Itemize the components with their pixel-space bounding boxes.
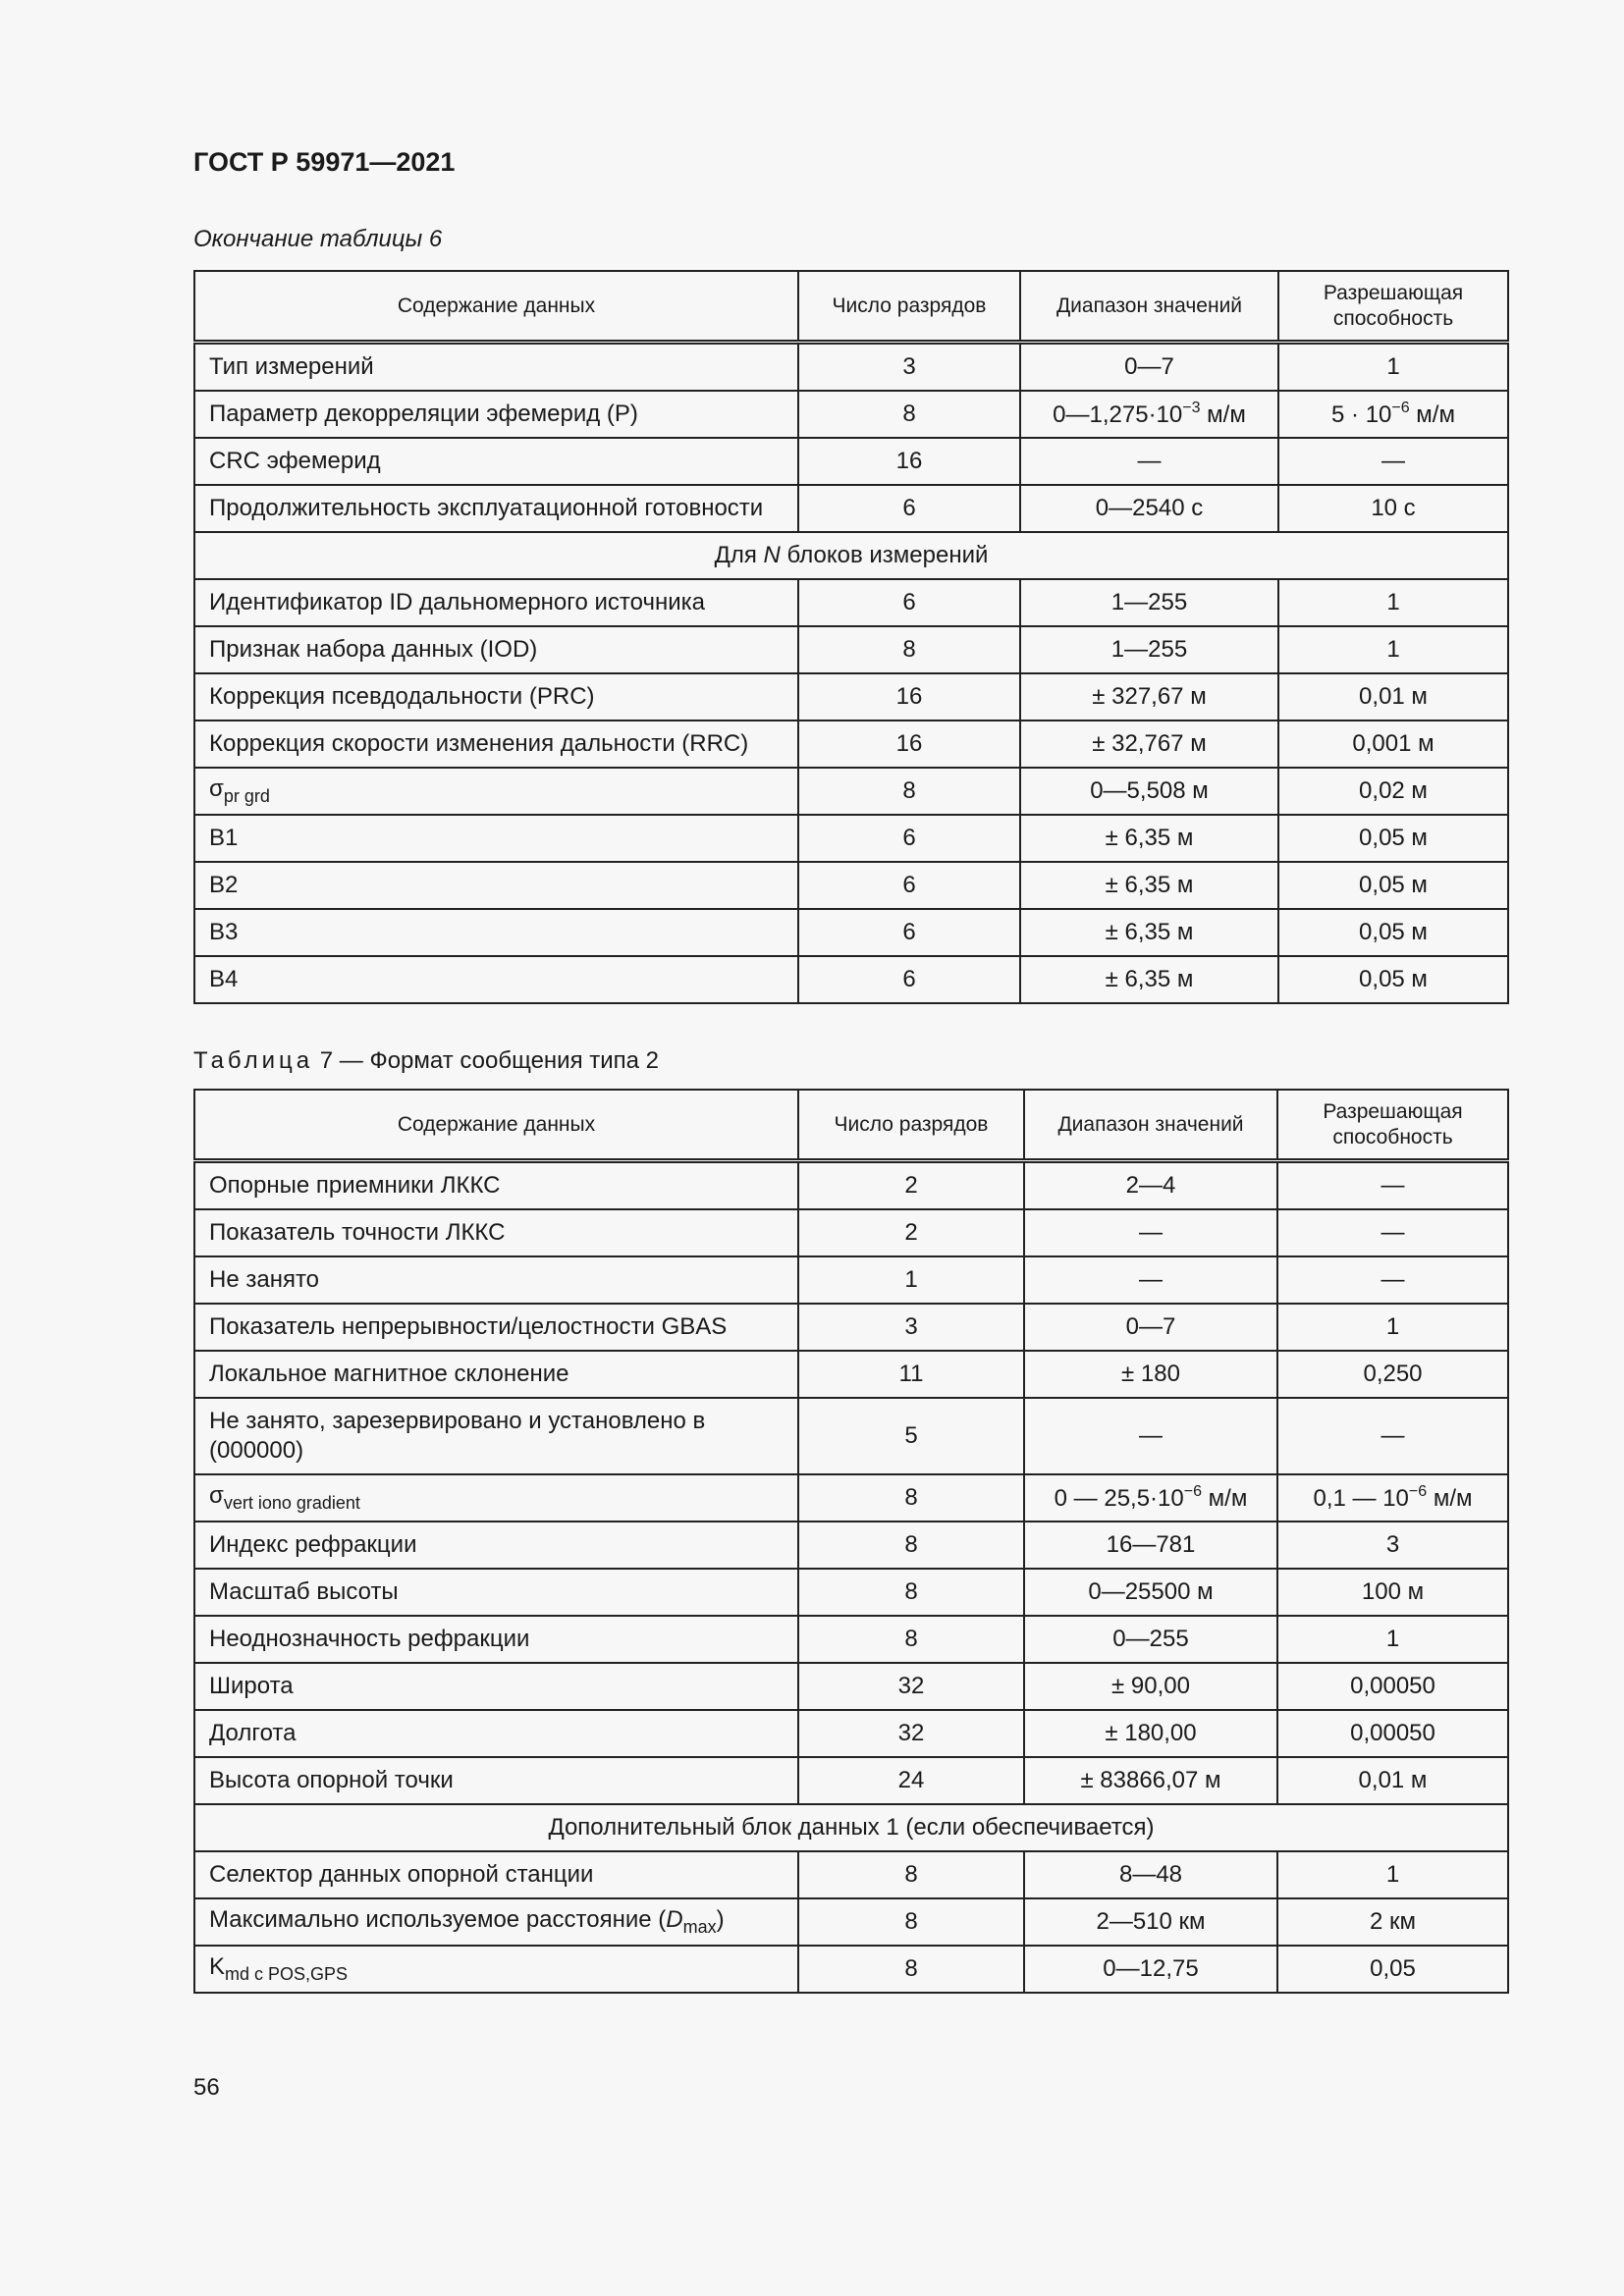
section-text-pre: Для	[714, 542, 764, 568]
cell-range: ± 180,00	[1024, 1710, 1277, 1757]
cell-bits: 16	[798, 438, 1020, 485]
cell-content: Идентификатор ID дальномерного источника	[194, 579, 798, 626]
table6-caption: Окончание таблицы 6	[193, 226, 443, 252]
cell-content: Широта	[194, 1663, 798, 1710]
table-row	[194, 1398, 1508, 1474]
column-header-content: Содержание данных	[194, 271, 798, 343]
cell-bits: 8	[798, 1474, 1024, 1522]
cell-content: B4	[194, 956, 798, 1003]
cell-bits: 3	[798, 343, 1020, 392]
table-row	[194, 1474, 1508, 1522]
cell-content	[194, 1474, 798, 1522]
cell-content: Не занято, зарезервировано и установлено в (000000)	[194, 1398, 798, 1474]
cell-bits: 5	[798, 1398, 1024, 1474]
column-header-range: Диапазон значений	[1024, 1090, 1277, 1161]
cell-range: —	[1020, 438, 1278, 485]
section-text-italic: N	[763, 542, 781, 568]
table-row	[194, 1569, 1508, 1616]
range-mantissa: 0 — 25,5·10	[1054, 1485, 1184, 1512]
column-header-resolution: Разрешающая способность	[1277, 1090, 1508, 1161]
cell-bits: 3	[798, 1304, 1024, 1351]
table-row	[194, 1898, 1508, 1946]
cell-bits: 11	[798, 1351, 1024, 1398]
cell-content: Индекс рефракции	[194, 1522, 798, 1569]
section-row	[194, 532, 1508, 579]
cell-range: ± 180	[1024, 1351, 1277, 1398]
label-text-post: )	[716, 1906, 725, 1933]
cell-range: ± 6,35 м	[1020, 956, 1278, 1003]
cell-content: Показатель точности ЛККС	[194, 1209, 798, 1256]
cell-resolution: —	[1277, 1161, 1508, 1210]
cell-bits: 8	[798, 1569, 1024, 1616]
range-exponent: −3	[1182, 400, 1201, 416]
table-row	[194, 956, 1508, 1003]
table-header-row	[194, 271, 1508, 343]
cell-content	[194, 768, 798, 815]
cell-resolution: 0,05 м	[1278, 862, 1508, 909]
column-header-content: Содержание данных	[194, 1090, 798, 1161]
section-title	[194, 532, 1508, 579]
table-row	[194, 391, 1508, 438]
cell-bits: 8	[798, 768, 1020, 815]
label-text-pre: Максимально используемое расстояние (	[209, 1906, 667, 1933]
cell-resolution: 0,05 м	[1278, 909, 1508, 956]
cell-resolution: 0,02 м	[1278, 768, 1508, 815]
cell-content: Признак набора данных (IOD)	[194, 626, 798, 673]
table-row	[194, 862, 1508, 909]
cell-range: 0—2540 с	[1020, 485, 1278, 532]
table-row	[194, 438, 1508, 485]
cell-content: Коррекция псевдодальности (PRC)	[194, 673, 798, 721]
cell-range: —	[1024, 1256, 1277, 1304]
cell-range: —	[1024, 1398, 1277, 1474]
table-row	[194, 1663, 1508, 1710]
table-row	[194, 1851, 1508, 1898]
cell-content	[194, 1946, 798, 1993]
cell-range: ± 6,35 м	[1020, 909, 1278, 956]
cell-range: 1—255	[1020, 626, 1278, 673]
cell-resolution	[1278, 391, 1508, 438]
range-unit: м/м	[1200, 401, 1246, 428]
cell-resolution: 0,250	[1277, 1351, 1508, 1398]
column-header-resolution: Разрешающая способность	[1278, 271, 1508, 343]
table7-caption-title: 7 — Формат сообщения типа 2	[313, 1047, 659, 1074]
cell-content	[194, 1898, 798, 1946]
cell-bits: 8	[798, 1616, 1024, 1663]
cell-bits: 24	[798, 1757, 1024, 1804]
cell-range: —	[1024, 1209, 1277, 1256]
cell-range: 0—12,75	[1024, 1946, 1277, 1993]
table-row	[194, 1304, 1508, 1351]
cell-range: ± 6,35 м	[1020, 815, 1278, 862]
cell-resolution: 1	[1278, 579, 1508, 626]
cell-content: B1	[194, 815, 798, 862]
section-row	[194, 1804, 1508, 1851]
sigma-subscript: vert iono gradient	[223, 1493, 360, 1513]
table-row	[194, 768, 1508, 815]
table-row	[194, 1757, 1508, 1804]
cell-content: Неоднозначность рефракции	[194, 1616, 798, 1663]
cell-content: Долгота	[194, 1710, 798, 1757]
label-italic-symbol: D	[666, 1906, 683, 1933]
res-mantissa: 0,1 — 10	[1313, 1485, 1409, 1512]
cell-resolution: 0,001 м	[1278, 721, 1508, 768]
document-code: ГОСТ Р 59971—2021	[193, 147, 456, 177]
res-unit: м/м	[1427, 1485, 1473, 1512]
cell-resolution: 0,00050	[1277, 1663, 1508, 1710]
cell-range: ± 90,00	[1024, 1663, 1277, 1710]
cell-bits: 8	[798, 1946, 1024, 1993]
cell-resolution: 2 км	[1277, 1898, 1508, 1946]
cell-resolution: 3	[1277, 1522, 1508, 1569]
cell-content: Продолжительность эксплуатационной готовности	[194, 485, 798, 532]
table-row	[194, 485, 1508, 532]
sigma-symbol: σ	[209, 1482, 224, 1509]
cell-bits: 6	[798, 579, 1020, 626]
cell-bits: 8	[798, 1851, 1024, 1898]
cell-content: Опорные приемники ЛККС	[194, 1161, 798, 1210]
res-exponent: −6	[1391, 400, 1410, 416]
cell-resolution: —	[1277, 1256, 1508, 1304]
table-row	[194, 626, 1508, 673]
cell-resolution: 1	[1277, 1851, 1508, 1898]
cell-content: CRC эфемерид	[194, 438, 798, 485]
k-subscript: md c POS,GPS	[225, 1964, 349, 1984]
cell-resolution: 0,05 м	[1278, 956, 1508, 1003]
cell-range: 2—4	[1024, 1161, 1277, 1210]
section-title: Дополнительный блок данных 1 (если обеспечивается)	[194, 1804, 1508, 1851]
cell-bits: 2	[798, 1161, 1024, 1210]
table-row	[194, 673, 1508, 721]
cell-bits: 6	[798, 909, 1020, 956]
cell-content: Коррекция скорости изменения дальности (RRC)	[194, 721, 798, 768]
column-header-bits: Число разрядов	[798, 271, 1020, 343]
cell-bits: 6	[798, 956, 1020, 1003]
cell-range: ± 6,35 м	[1020, 862, 1278, 909]
cell-range: ± 327,67 м	[1020, 673, 1278, 721]
cell-content: Тип измерений	[194, 343, 798, 392]
cell-resolution	[1277, 1474, 1508, 1522]
column-header-bits: Число разрядов	[798, 1090, 1024, 1161]
cell-resolution: 10 с	[1278, 485, 1508, 532]
cell-range: 0—255	[1024, 1616, 1277, 1663]
cell-range	[1024, 1474, 1277, 1522]
table-header-row	[194, 1090, 1508, 1161]
res-mantissa: 5 · 10	[1331, 401, 1392, 428]
cell-bits: 1	[798, 1256, 1024, 1304]
cell-range: 0—25500 м	[1024, 1569, 1277, 1616]
label-subscript: max	[682, 1917, 717, 1937]
cell-resolution: —	[1277, 1398, 1508, 1474]
cell-resolution: 1	[1277, 1616, 1508, 1663]
range-mantissa: 0—1,275·10	[1053, 401, 1183, 428]
cell-content: B2	[194, 862, 798, 909]
table-row	[194, 815, 1508, 862]
column-header-range: Диапазон значений	[1020, 271, 1278, 343]
cell-range: 0—5,508 м	[1020, 768, 1278, 815]
cell-content: Параметр декорреляции эфемерид (P)	[194, 391, 798, 438]
cell-content: Не занято	[194, 1256, 798, 1304]
table-row	[194, 579, 1508, 626]
cell-bits: 2	[798, 1209, 1024, 1256]
cell-resolution: 0,01 м	[1277, 1757, 1508, 1804]
cell-bits: 16	[798, 721, 1020, 768]
section-text-post: блоков измерений	[780, 542, 989, 568]
cell-content: Показатель непрерывности/целостности GBAS	[194, 1304, 798, 1351]
cell-bits: 32	[798, 1663, 1024, 1710]
cell-resolution: 1	[1278, 343, 1508, 392]
cell-resolution: 0,05 м	[1278, 815, 1508, 862]
table-row	[194, 1351, 1508, 1398]
page-number: 56	[193, 2074, 220, 2101]
range-unit: м/м	[1202, 1485, 1248, 1512]
table-row	[194, 1256, 1508, 1304]
cell-bits: 6	[798, 862, 1020, 909]
cell-resolution: 0,05	[1277, 1946, 1508, 1993]
range-exponent: −6	[1183, 1483, 1202, 1500]
cell-bits: 8	[798, 391, 1020, 438]
cell-resolution: 0,01 м	[1278, 673, 1508, 721]
cell-resolution: —	[1278, 438, 1508, 485]
sigma-subscript: pr grd	[223, 786, 270, 806]
cell-resolution: —	[1277, 1209, 1508, 1256]
cell-range: ± 32,767 м	[1020, 721, 1278, 768]
cell-resolution: 0,00050	[1277, 1710, 1508, 1757]
cell-range: 8—48	[1024, 1851, 1277, 1898]
cell-range: ± 83866,07 м	[1024, 1757, 1277, 1804]
cell-content: B3	[194, 909, 798, 956]
table7-caption-word: Таблица	[193, 1047, 314, 1074]
table-row	[194, 721, 1508, 768]
table-row	[194, 1209, 1508, 1256]
table-row	[194, 1710, 1508, 1757]
table-row	[194, 1522, 1508, 1569]
table-row	[194, 909, 1508, 956]
table7-caption	[193, 1047, 659, 1075]
table-row	[194, 1616, 1508, 1663]
cell-content: Селектор данных опорной станции	[194, 1851, 798, 1898]
cell-resolution: 1	[1278, 626, 1508, 673]
cell-content: Локальное магнитное склонение	[194, 1351, 798, 1398]
cell-range	[1020, 391, 1278, 438]
cell-range: 0—7	[1024, 1304, 1277, 1351]
res-unit: м/м	[1409, 401, 1455, 428]
cell-bits: 6	[798, 485, 1020, 532]
cell-resolution: 100 м	[1277, 1569, 1508, 1616]
k-symbol: K	[209, 1953, 226, 1980]
cell-range: 0—7	[1020, 343, 1278, 392]
cell-range: 2—510 км	[1024, 1898, 1277, 1946]
cell-content: Масштаб высоты	[194, 1569, 798, 1616]
table-row	[194, 1161, 1508, 1210]
table-row	[194, 1946, 1508, 1993]
cell-bits: 16	[798, 673, 1020, 721]
cell-bits: 8	[798, 1522, 1024, 1569]
cell-bits: 6	[798, 815, 1020, 862]
cell-bits: 32	[798, 1710, 1024, 1757]
cell-range: 1—255	[1020, 579, 1278, 626]
cell-resolution: 1	[1277, 1304, 1508, 1351]
cell-content: Высота опорной точки	[194, 1757, 798, 1804]
cell-range: 16—781	[1024, 1522, 1277, 1569]
sigma-symbol: σ	[209, 775, 224, 802]
table-6	[193, 270, 1509, 1004]
table-7	[193, 1089, 1509, 1994]
res-exponent: −6	[1408, 1483, 1428, 1500]
table-row	[194, 343, 1508, 392]
cell-bits: 8	[798, 1898, 1024, 1946]
cell-bits: 8	[798, 626, 1020, 673]
